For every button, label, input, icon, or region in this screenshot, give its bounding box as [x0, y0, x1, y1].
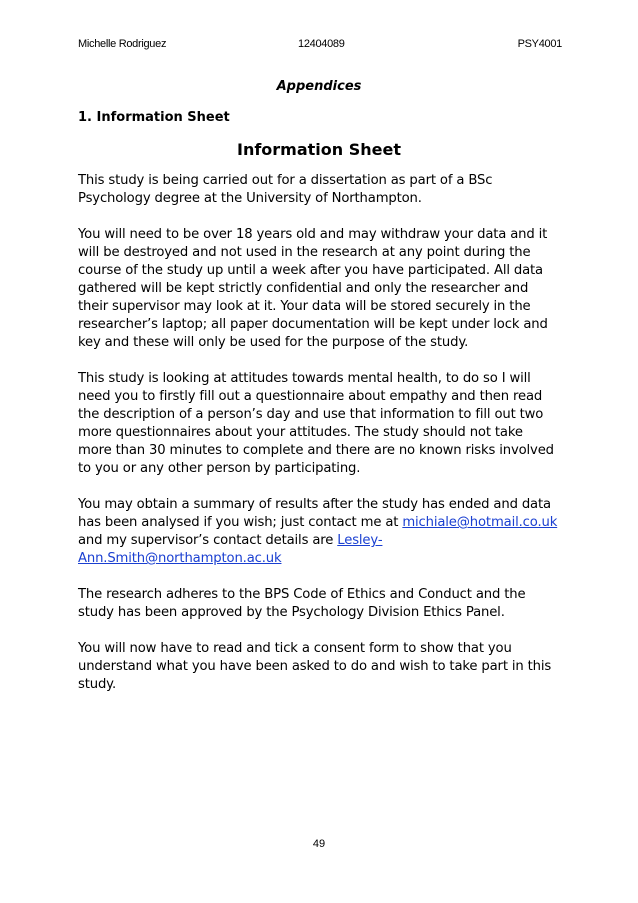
supervisor-email-link-part-1[interactable]: Lesley- [337, 533, 383, 548]
text-line [78, 514, 568, 532]
text-line: You may obtain a summary of results after the study has ended and data [78, 497, 551, 512]
text-line: Psychology degree at the University of Northampton. [78, 191, 422, 206]
text-line: understand what you have been asked to do and wish to take part in this [78, 659, 552, 674]
text-line: will be destroyed and not used in the research at any point during the [78, 245, 531, 260]
text-line [78, 550, 568, 568]
text-segment: and my supervisor’s contact details are [78, 533, 338, 548]
text-line [78, 532, 568, 550]
paragraph-5 [78, 586, 568, 622]
text-line: study has been approved by the Psychology Division Ethics Panel. [78, 605, 505, 620]
text-segment: has been analysed if you wish; just contact me at [78, 515, 403, 530]
text-line: need you to firstly fill out a questionnaire about empathy and then read [78, 389, 543, 404]
text-line: more questionnaires about your attitudes. The study should not take [78, 425, 523, 440]
header-student-id: 12404089 [298, 38, 345, 50]
page-number: 49 [312, 838, 326, 850]
supervisor-email-link-part-2[interactable]: Ann.Smith@northampton.ac.uk [78, 551, 282, 566]
text-line: You will need to be over 18 years old and may withdraw your data and it [78, 227, 548, 242]
text-line: course of the study up until a week after you have participated. All data [78, 263, 543, 278]
text-line: to you or any other person by participating. [78, 461, 361, 476]
text-line: the description of a person’s day and use that information to fill out two [78, 407, 544, 422]
page-header [78, 38, 562, 54]
text-line: You will now have to read and tick a consent form to show that you [78, 641, 512, 656]
paragraph-2 [78, 226, 568, 352]
body-text [78, 172, 568, 712]
paragraph-3 [78, 370, 568, 478]
text-line: This study is being carried out for a dissertation as part of a BSc [78, 173, 493, 188]
document-title: Information Sheet [236, 140, 401, 159]
text-line: study. [78, 677, 116, 692]
text-line: more than 30 minutes to complete and there are no known risks involved [78, 443, 554, 458]
text-line: their supervisor may look at it. Your data will be stored securely in the [78, 299, 531, 314]
text-line: gathered will be kept strictly confidential and only the researcher and [78, 281, 529, 296]
paragraph-6 [78, 640, 568, 694]
text-line: key and these will only be used for the purpose of the study. [78, 335, 469, 350]
header-author: Michelle Rodriguez [78, 38, 167, 50]
appendices-title: Appendices [276, 79, 362, 94]
text-line: This study is looking at attitudes towards mental health, to do so I will [78, 371, 531, 386]
text-line: The research adheres to the BPS Code of Ethics and Conduct and the [78, 587, 526, 602]
paragraph-4 [78, 496, 568, 568]
text-line: researcher’s laptop; all paper documentation will be kept under lock and [78, 317, 548, 332]
section-heading: 1. Information Sheet [78, 110, 230, 125]
paragraph-1 [78, 172, 568, 208]
header-module-code: PSY4001 [517, 38, 562, 50]
researcher-email-link[interactable]: michiale@hotmail.co.uk [402, 515, 558, 530]
